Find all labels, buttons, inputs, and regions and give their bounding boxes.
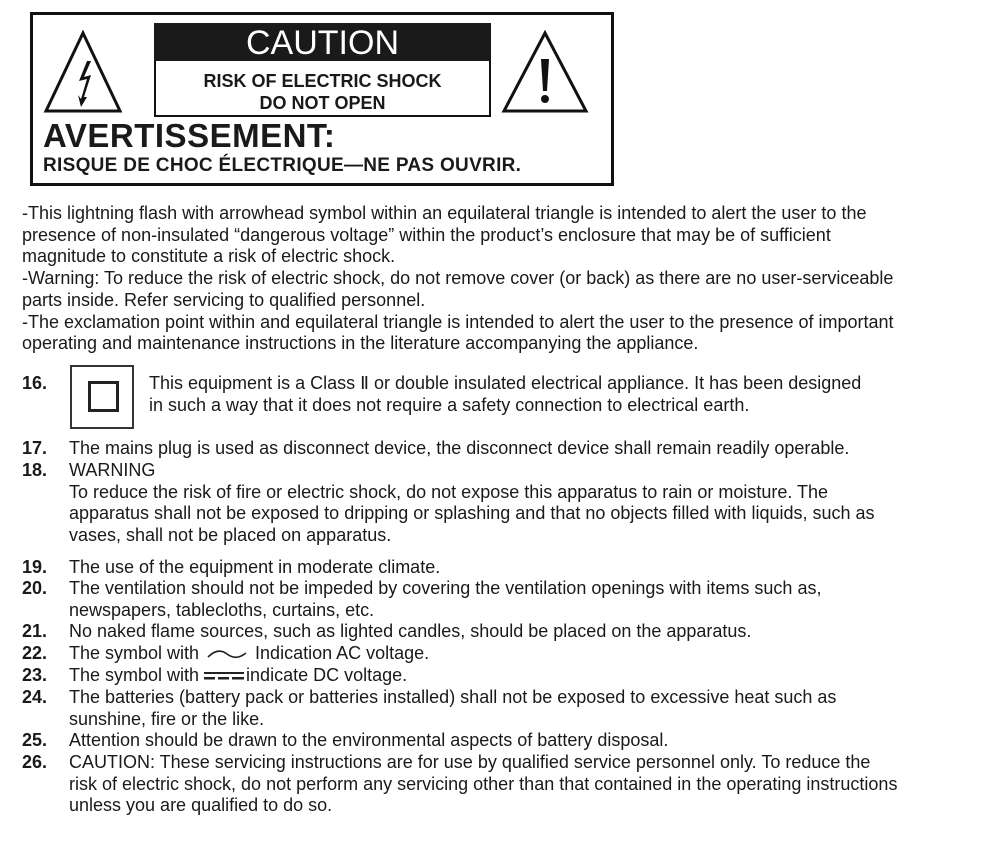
item-line: The use of the equipment in moderate climate. xyxy=(69,557,441,577)
risk-line: DO NOT OPEN xyxy=(259,93,386,113)
class-ii-icon xyxy=(70,365,134,429)
risk-line: RISK OF ELECTRIC SHOCK xyxy=(203,71,442,91)
item-number: 20. xyxy=(22,578,48,598)
intro-line: -This lightning flash with arrowhead symbol within an equilateral triangle is intended to alert the user to the xyxy=(22,203,867,223)
avertissement-heading: AVERTISSEMENT: xyxy=(43,117,336,154)
item-number: 22. xyxy=(22,643,48,663)
item-line xyxy=(69,665,407,687)
item-line: This equipment is a Class Ⅱ or double insulated electrical appliance. It has been designed xyxy=(149,373,862,393)
exclamation-warning-icon xyxy=(500,29,590,115)
item-text xyxy=(69,578,821,621)
intro-line: presence of non-insulated “dangerous voltage” within the product’s enclosure that may be of sufficient xyxy=(22,224,831,245)
dc-voltage-icon xyxy=(204,670,246,682)
caution-label xyxy=(30,12,614,186)
intro-line: -The exclamation point within and equilateral triangle is intended to alert the user to the presence of important xyxy=(22,311,894,332)
item-text xyxy=(69,621,751,643)
item-line: No naked flame sources, such as lighted candles, should be placed on the apparatus. xyxy=(69,621,752,641)
item-line: The ventilation should not be impeded by covering the ventilation openings with items such as, xyxy=(69,578,822,598)
risk-text xyxy=(154,70,491,114)
item-number: 24. xyxy=(22,687,48,707)
item-line: vases, shall not be placed on apparatus. xyxy=(69,525,392,546)
item-number: 26. xyxy=(22,752,48,772)
item-number: 16. xyxy=(22,373,48,393)
item-line: unless you are qualified to do so. xyxy=(69,795,333,816)
item-line: The mains plug is used as disconnect device, the disconnect device shall remain readily operable. xyxy=(69,438,850,458)
item-line xyxy=(69,643,429,665)
item-text-pre: The symbol with xyxy=(69,643,205,663)
item-line: CAUTION: These servicing instructions are for use by qualified service personnel only. To reduce the xyxy=(69,752,871,772)
item-number: 23. xyxy=(22,665,48,685)
intro-line: operating and maintenance instructions in the literature accompanying the appliance. xyxy=(22,333,699,354)
item-number: 19. xyxy=(22,557,48,577)
ac-voltage-icon xyxy=(204,647,250,661)
item-number: 17. xyxy=(22,438,48,458)
item-16-text xyxy=(149,373,861,416)
item-line: To reduce the risk of fire or electric shock, do not expose this apparatus to rain or moisture. The xyxy=(69,481,829,502)
item-text xyxy=(69,557,440,579)
item-line: Attention should be drawn to the environmental aspects of battery disposal. xyxy=(69,730,669,750)
caution-heading: CAUTION xyxy=(154,23,491,61)
item-line: The batteries (battery pack or batteries installed) shall not be exposed to excessive heat such as xyxy=(69,687,837,707)
intro-line: parts inside. Refer servicing to qualified personnel. xyxy=(22,289,426,310)
lightning-warning-icon xyxy=(43,29,123,115)
item-text xyxy=(69,460,875,547)
item-text-post: indicate DC voltage. xyxy=(246,665,408,685)
item-line: sunshine, fire or the like. xyxy=(69,708,265,729)
item-text xyxy=(69,643,429,665)
item-text-post: Indication AC voltage. xyxy=(250,643,430,663)
intro-line: magnitude to constitute a risk of electric shock. xyxy=(22,246,396,267)
intro-paragraphs xyxy=(22,203,894,355)
item-text xyxy=(69,752,897,817)
item-text xyxy=(69,730,668,752)
item-line: risk of electric shock, do not perform any servicing other than that contained in the operating instructions xyxy=(69,773,898,794)
item-line: apparatus shall not be exposed to dripping or splashing and that no objects filled with liquids, such as xyxy=(69,503,875,524)
risque-text: RISQUE DE CHOC ÉLECTRIQUE—NE PAS OUVRIR. xyxy=(43,155,522,176)
item-line: newspapers, tablecloths, curtains, etc. xyxy=(69,599,375,620)
item-text-pre: The symbol with xyxy=(69,665,205,685)
item-number: 21. xyxy=(22,621,48,641)
item-text xyxy=(69,665,407,687)
item-number: 25. xyxy=(22,730,48,750)
item-text xyxy=(69,438,849,460)
item-number: 18. xyxy=(22,460,48,480)
intro-line: -Warning: To reduce the risk of electric shock, do not remove cover (or back) as there are no user-serviceable xyxy=(22,268,894,289)
item-line: in such a way that it does not require a safety connection to electrical earth. xyxy=(149,394,750,415)
item-text xyxy=(69,687,836,730)
item-line: WARNING xyxy=(69,460,156,480)
